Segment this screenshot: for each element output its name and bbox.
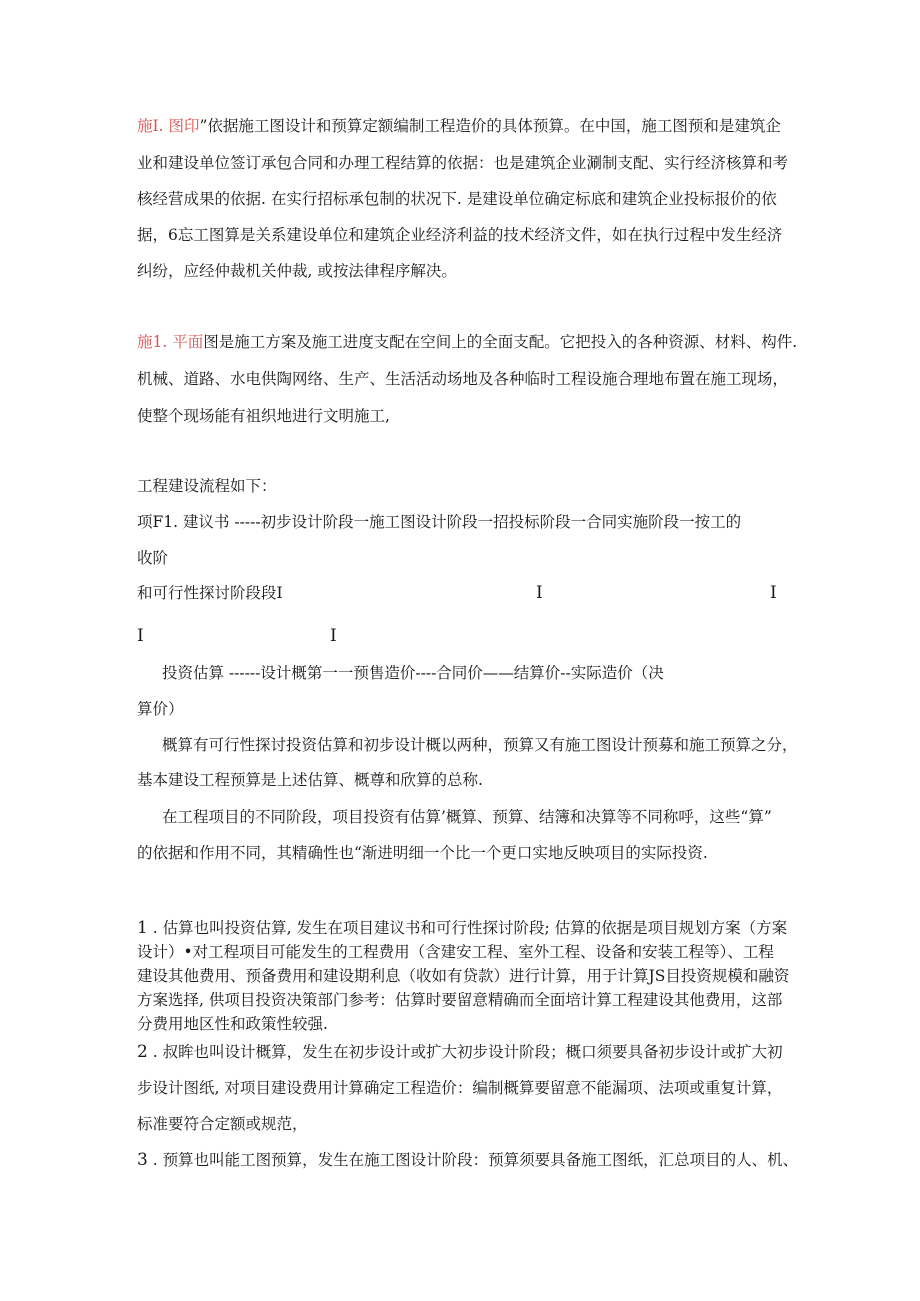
para1-line-5: 纠纷，应经仲裁机关仲裁, 或按法律程序解决。 (137, 262, 457, 280)
para4-line-1: 在工程项目的不同阶段，项目投资有估算’概算、预算、结簿和决算等不同称呼，这些“算” (162, 808, 772, 826)
flow-marker: I (137, 626, 144, 646)
para1-line-2: 业和建设单位签订承包合同和办理工程结算的依据：也是建筑企业涮制支配、实行经济核算和考 (137, 154, 789, 172)
item3-number: 3 (137, 1150, 148, 1170)
flow-line-1: 项F1. 建议书 -----初步设计阶段一施工图设计阶段一招投标阶段一合同实施阶段一按工的 (137, 513, 742, 531)
flow-line-6: 算价） (137, 700, 184, 718)
item1-line-5: 分费用地区性和政策性较强. (137, 1015, 328, 1033)
item3-text: . 预算也叫能工图预算，发生在施工图设计阶段：预算须要具备施工图纸，汇总项目的人、机、 (147, 1151, 799, 1169)
para3-line-2: 基本建设工程预算是上述估算、概尊和欣算的总称. (137, 771, 483, 789)
item1-line-2: 设计）•对工程项目可能发生的工程费用（含建安工程、室外工程、设备和安装工程等）、工程 (137, 943, 774, 961)
para1-line-1 (137, 116, 781, 136)
item1-line-4: 方案选择, 供项目投资决策部门参考：估算时要留意精确而全面培计算工程建设其他费用，这部 (137, 991, 783, 1009)
item2-text: . 叔眸也叫设计概算，发生在初步设计或扩大初步设计阶段；概口须要具备初步设计或扩大初 (147, 1043, 783, 1061)
item1-line-3: 建设其他费用、预备费用和建设期利息（收如有贷款）进行计算，用于计算JS目投资规模和融资 (137, 967, 790, 985)
para1-text: ”依据施工图设计和预算定额编制工程造价的具体预算。在中国，施工图预和是建筑企 (199, 117, 781, 135)
para1-line-3: 核经营成果的依据. 在实行招标承包制的状况下. 是建设单位确定标底和建筑企业投标报价的依 (137, 190, 777, 208)
flow-marker: I (330, 626, 337, 646)
item2-line-3: 标准要符合定额或规范， (137, 1115, 308, 1133)
item2-line-2: 步设计图纸, 对项目建设费用计算确定工程造价：编制概算要留意不能漏项、法项或重复计算， (137, 1079, 783, 1097)
para2-text: 图是施工方案及施工进度支配在空间上的全面支配。它把投入的各种资源、材料、构件. (203, 333, 798, 351)
para4-line-2: 的依据和作用不同，其精确性也“渐进明细一个比一个更口实地反映项目的实际投资. (137, 844, 708, 862)
para2-line-3: 使整个现场能有祖织地进行文明施工, (137, 407, 390, 425)
item1-line-1 (137, 918, 787, 938)
para3-line-1: 概算有可行性探讨投资估算和初步设计概以两种，预算又有施工图设计预募和施工预算之分， (162, 736, 798, 754)
flow-line-3: 和可行性探讨阶段段I (137, 584, 283, 602)
item2-line-1 (137, 1042, 783, 1062)
para2-prefix: 施1. 平面 (137, 333, 204, 351)
para1-prefix: 施I. 图印 (137, 117, 200, 135)
item3-line-1 (137, 1150, 798, 1170)
flow-marker: I (770, 583, 777, 603)
para1-line-4: 据，6忘工图算是关系建设单位和建筑企业经济利益的技术经济文件，如在执行过程中发生经济 (137, 226, 783, 244)
para2-line-1 (137, 332, 797, 352)
item1-text: . 估算也叫投资估算, 发生在项目建议书和可行性探讨阶段; 估算的依据是项目规划方案（方案 (147, 919, 788, 937)
item2-number: 2 (137, 1042, 148, 1062)
flow-heading: 工程建设流程如下： (137, 477, 277, 495)
flow-line-2: 收阶 (137, 549, 169, 567)
flow-marker: I (536, 583, 543, 603)
para2-line-2: 机械、道路、水电供陶网络、生产、生活活动场地及各种临时工程设施合理地布置在施工现场， (137, 370, 789, 388)
item1-number: 1 (137, 918, 148, 938)
flow-line-5: 投资估算 ------设计概第一一预售造价----合同价——结算价--实际造价（决 (162, 664, 664, 682)
